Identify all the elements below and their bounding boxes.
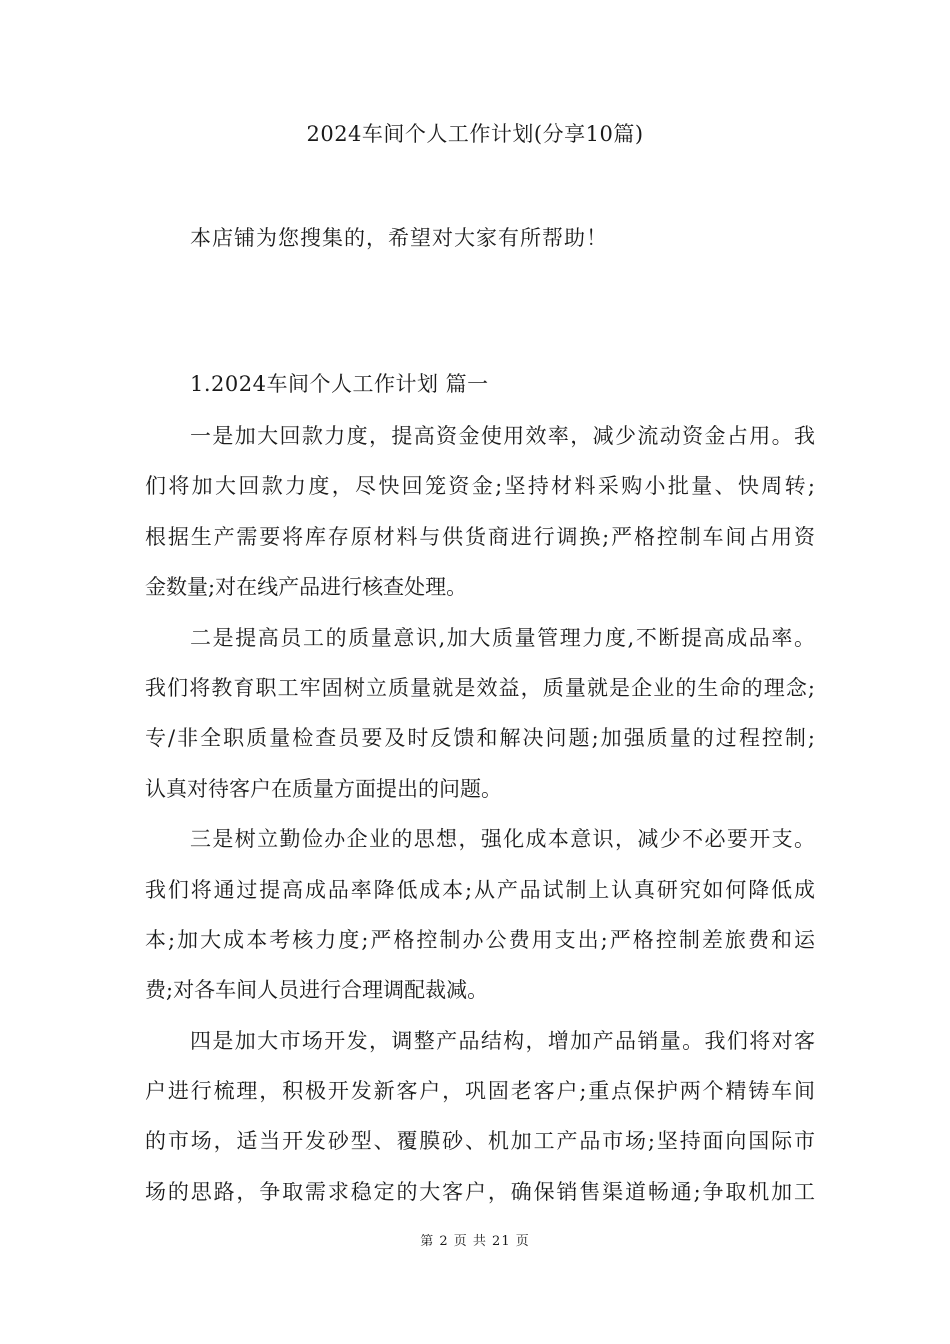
paragraph-line: 四是加大市场开发，调整产品结构，增加产品销量。我们将对客 bbox=[190, 1028, 815, 1053]
paragraph-line: 二是提高员工的质量意识,加大质量管理力度,不断提高成品率。 bbox=[190, 625, 815, 650]
intro-text: 本店铺为您搜集的，希望对大家有所帮助！ bbox=[190, 226, 608, 250]
paragraph-line: 的市场，适当开发砂型、覆膜砂、机加工产品市场;坚持面向国际市 bbox=[145, 1129, 815, 1154]
page-number-footer: 第 2 页 共 21 页 bbox=[420, 1234, 530, 1249]
paragraph-line: 三是树立勤俭办企业的思想，强化成本意识，减少不必要开支。 bbox=[190, 827, 815, 852]
paragraph-line: 根据生产需要将库存原材料与供货商进行调换;严格控制车间占用资 bbox=[145, 524, 815, 549]
paragraph-line: 们将加大回款力度，尽快回笼资金;坚持材料采购小批量、快周转; bbox=[145, 474, 815, 499]
paragraph-3 bbox=[145, 820, 815, 1022]
paragraph-line: 户进行梳理，积极开发新客户，巩固老客户;重点保护两个精铸车间 bbox=[145, 1079, 815, 1104]
paragraph-line: 金数量;对在线产品进行核查处理。 bbox=[145, 575, 468, 600]
paragraph-line: 认真对待客户在质量方面提出的问题。 bbox=[145, 776, 502, 801]
paragraph-2 bbox=[145, 619, 815, 821]
paragraph-line: 本;加大成本考核力度;严格控制办公费用支出;严格控制差旅费和运 bbox=[145, 927, 815, 952]
paragraph-1 bbox=[145, 417, 815, 619]
paragraph-line: 我们将教育职工牢固树立质量就是效益，质量就是企业的生命的理念; bbox=[145, 675, 815, 700]
document-title: 2024车间个人工作计划(分享10篇) bbox=[306, 122, 644, 146]
paragraph-line: 一是加大回款力度，提高资金使用效率，减少流动资金占用。我 bbox=[190, 424, 815, 448]
section-heading: 1.2024车间个人工作计划 篇一 bbox=[190, 372, 489, 396]
body-text bbox=[145, 417, 815, 1223]
paragraph-4 bbox=[145, 1022, 815, 1224]
paragraph-line: 场的思路，争取需求稳定的大客户，确保销售渠道畅通;争取机加工 bbox=[145, 1179, 815, 1204]
paragraph-line: 费;对各车间人员进行合理调配裁减。 bbox=[145, 978, 489, 1003]
paragraph-line: 我们将通过提高成品率降低成本;从产品试制上认真研究如何降低成 bbox=[145, 877, 815, 902]
paragraph-line: 专/非全职质量检查员要及时反馈和解决问题;加强质量的过程控制; bbox=[145, 726, 815, 751]
